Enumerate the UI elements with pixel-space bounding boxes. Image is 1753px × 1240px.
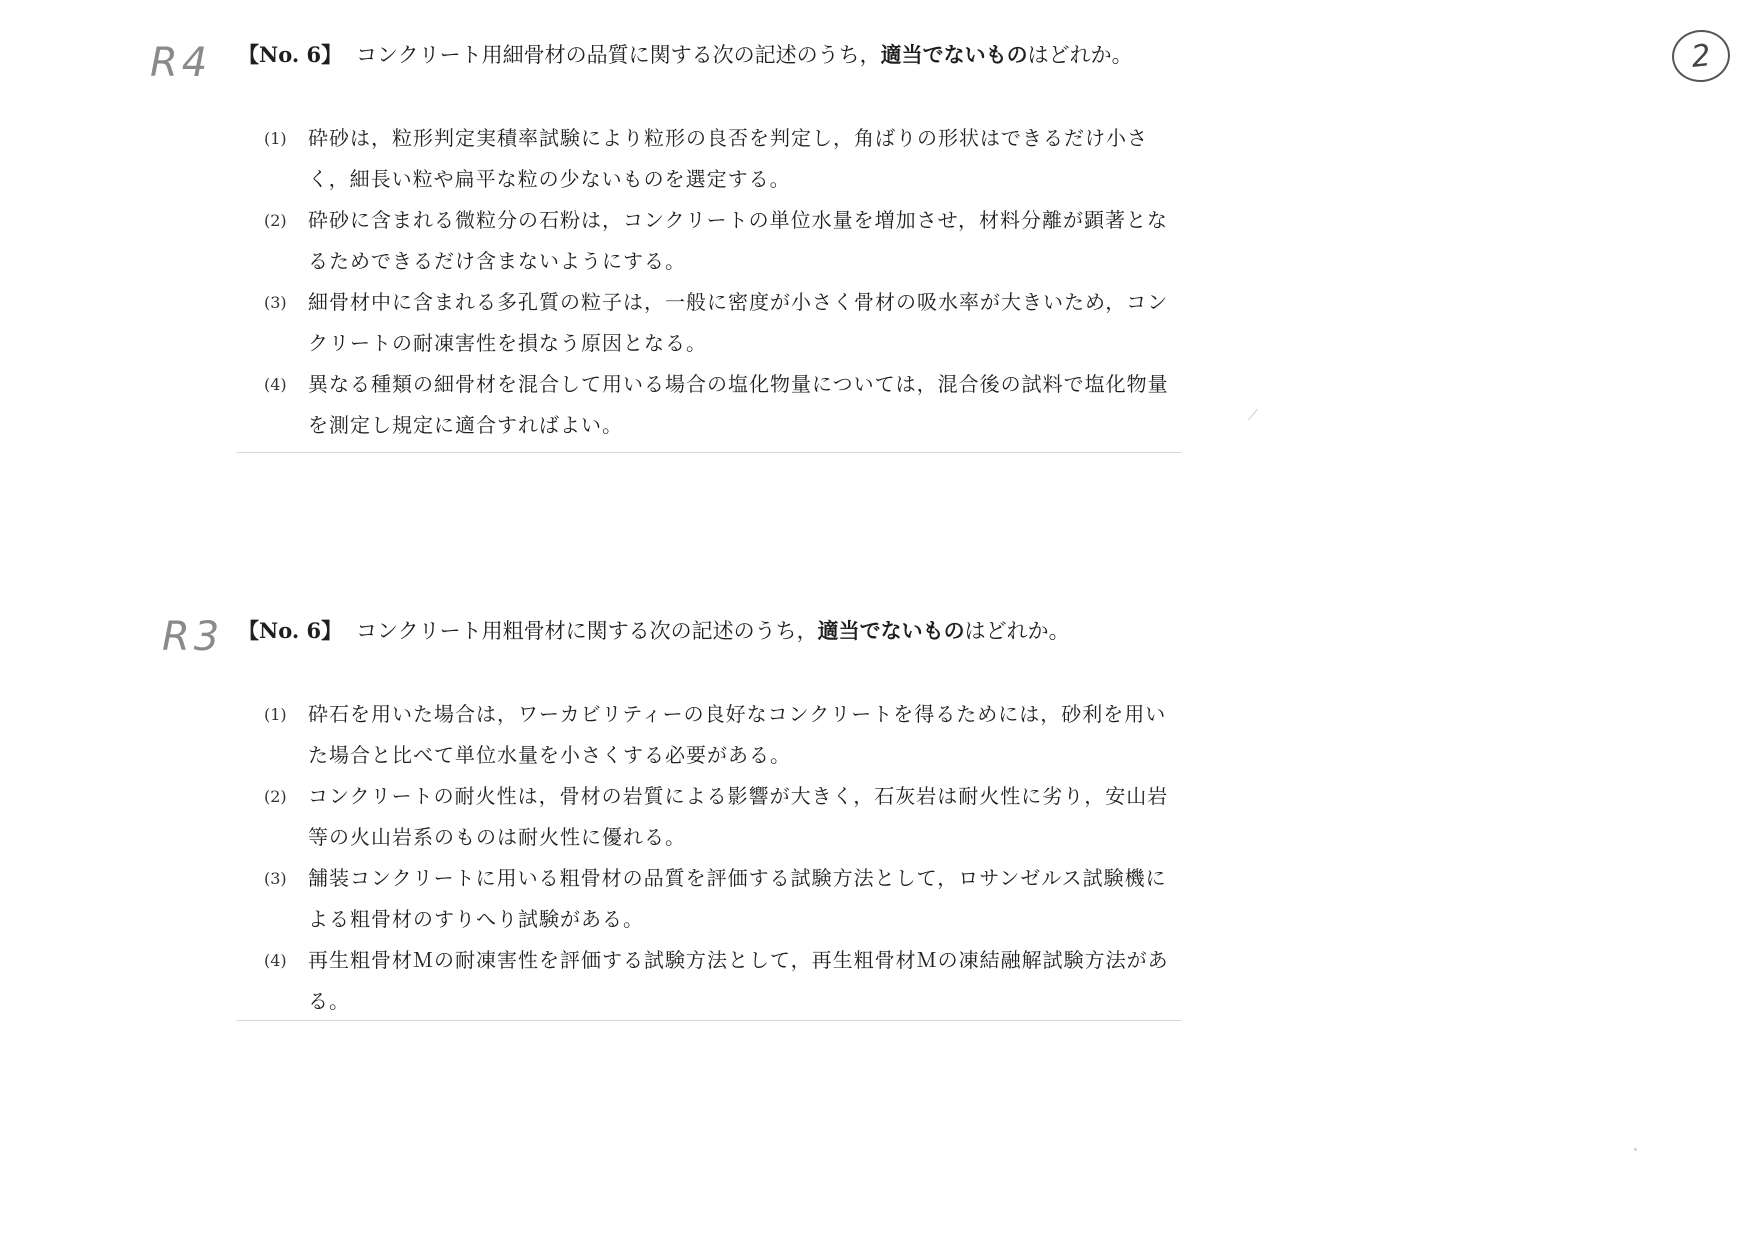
- year-mark-r4: R4: [150, 40, 212, 86]
- answer-option: [238, 694, 1178, 776]
- question-tail: はどれか。: [964, 619, 1070, 643]
- page-number-mark: [1669, 27, 1732, 85]
- question-number: 【No. 6】: [238, 618, 343, 643]
- option-number: (3): [264, 869, 287, 888]
- option-text: 舗装コンクリートに用いる粗骨材の品質を評価する試験方法として，ロサンゼルス試験機による粗骨材のすりへり試験がある。: [308, 866, 1167, 931]
- scan-speck: [1634, 1148, 1637, 1151]
- option-text: 再生粗骨材Ｍの耐凍害性を評価する試験方法として，再生粗骨材Ｍの凍結融解試験方法がある。: [308, 948, 1169, 1013]
- page-number-text: 2: [1689, 37, 1713, 75]
- scan-speck: [1248, 409, 1258, 420]
- option-number: (4): [264, 375, 287, 394]
- question-block-r4: [238, 38, 1178, 446]
- option-text: 細骨材中に含まれる多孔質の粒子は，一般に密度が小さく骨材の吸水率が大きいため，コンクリートの耐凍害性を損なう原因となる。: [308, 290, 1169, 355]
- option-number: (2): [264, 211, 287, 230]
- option-number: (1): [264, 705, 287, 724]
- answer-option: [238, 282, 1178, 364]
- option-text: 異なる種類の細骨材を混合して用いる場合の塩化物量については，混合後の試料で塩化物量を測定し規定に適合すればよい。: [308, 372, 1169, 437]
- answer-options: [238, 118, 1178, 446]
- option-number: (2): [264, 787, 287, 806]
- question-header: [238, 38, 1178, 72]
- question-emphasis: 適当でないもの: [817, 619, 965, 643]
- question-number: 【No. 6】: [238, 42, 343, 67]
- option-text: コンクリートの耐火性は，骨材の岩質による影響が大きく，石灰岩は耐火性に劣り，安山岩等の火山岩系のものは耐火性に優れる。: [308, 784, 1169, 849]
- answer-option: [238, 776, 1178, 858]
- option-text: 砕砂は，粒形判定実積率試験により粒形の良否を判定し，角ばりの形状はできるだけ小さく，細長い粒や扁平な粒の少ないものを選定する。: [308, 126, 1148, 191]
- option-text: 砕砂に含まれる微粒分の石粉は，コンクリートの単位水量を増加させ，材料分離が顕著となるためできるだけ含まないようにする。: [308, 208, 1168, 273]
- question-tail: はどれか。: [1027, 43, 1133, 67]
- divider-line: [236, 1020, 1182, 1021]
- year-mark-r3: R3: [162, 614, 224, 660]
- question-stem: コンクリート用粗骨材に関する次の記述のうち，: [356, 619, 818, 643]
- answer-options: [238, 694, 1178, 1022]
- option-number: (4): [264, 951, 287, 970]
- answer-option: [238, 364, 1178, 446]
- question-header: [238, 614, 1178, 648]
- option-text: 砕石を用いた場合は，ワーカビリティーの良好なコンクリートを得るためには，砂利を用いた場合と比べて単位水量を小さくする必要がある。: [308, 702, 1167, 767]
- question-block-r3: [238, 614, 1178, 1022]
- answer-option: [238, 118, 1178, 200]
- question-stem: コンクリート用細骨材の品質に関する次の記述のうち，: [356, 43, 881, 67]
- option-number: (3): [264, 293, 287, 312]
- divider-line: [236, 452, 1182, 453]
- answer-option: [238, 200, 1178, 282]
- answer-option: [238, 858, 1178, 940]
- answer-option: [238, 940, 1178, 1022]
- question-emphasis: 適当でないもの: [880, 43, 1028, 67]
- option-number: (1): [264, 129, 287, 148]
